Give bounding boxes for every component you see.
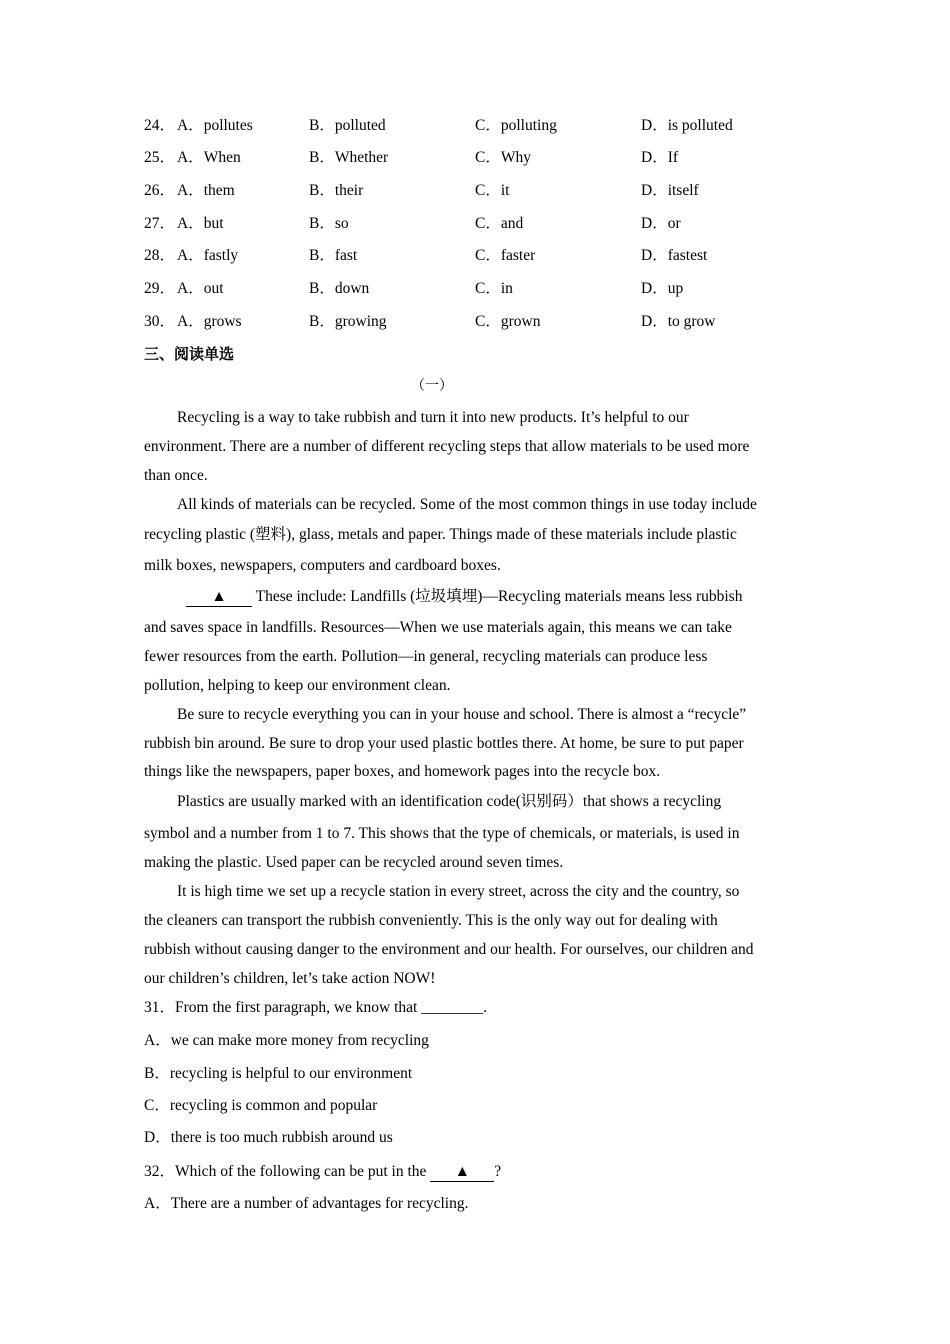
choice-a: A．fastly bbox=[177, 247, 239, 264]
paragraph-line: making the plastic. Used paper can be recycled around seven times. bbox=[144, 854, 564, 871]
paragraph-line: environment. There are a number of different recycling steps that allow materials to be used more bbox=[144, 438, 750, 455]
choice-c: C．grown bbox=[475, 313, 541, 330]
question-number: 24． bbox=[144, 117, 176, 134]
choice-d: D．fastest bbox=[641, 247, 708, 264]
choice-b: B．down bbox=[309, 280, 370, 297]
question-32-stem bbox=[144, 1161, 501, 1183]
passage-subtitle: （一） bbox=[411, 379, 453, 394]
paragraph-line: Be sure to recycle everything you can in your house and school. There is almost a “recycle” bbox=[177, 706, 747, 723]
choice-c: C．polluting bbox=[475, 117, 557, 134]
question-31-choice-a: A．we can make more money from recycling bbox=[144, 1032, 429, 1049]
paragraph-line: than once. bbox=[144, 467, 208, 484]
paragraph-line: symbol and a number from 1 to 7. This shows that the type of chemicals, or materials, is used in bbox=[144, 825, 740, 842]
question-31-choice-c: C．recycling is common and popular bbox=[144, 1097, 378, 1114]
paragraph-line: recycling plastic (塑料), glass, metals and paper. Things made of these materials include plastic bbox=[144, 526, 737, 543]
choice-d: D．If bbox=[641, 149, 679, 166]
choice-c: C．Why bbox=[475, 149, 531, 166]
question-31-choice-b: B．recycling is helpful to our environment bbox=[144, 1065, 413, 1082]
choice-a: A．pollutes bbox=[177, 117, 253, 134]
question-number: 26． bbox=[144, 182, 176, 199]
choice-b: B．their bbox=[309, 182, 364, 199]
choice-a: A．them bbox=[177, 182, 235, 199]
choice-a: A．grows bbox=[177, 313, 242, 330]
choice-c: C．faster bbox=[475, 247, 536, 264]
choice-c: C．in bbox=[475, 280, 513, 297]
answer-blank: ▲ bbox=[186, 588, 252, 607]
paragraph-line: pollution, helping to keep our environment clean. bbox=[144, 677, 451, 694]
paragraph-line bbox=[186, 586, 742, 608]
paragraph-text: These include: Landfills (垃圾填埋)—Recycling materials means less rubbish bbox=[252, 588, 743, 605]
question-32-choice-a: A．There are a number of advantages for recycling. bbox=[144, 1195, 469, 1212]
choice-b: B．fast bbox=[309, 247, 358, 264]
paragraph-line: and saves space in landfills. Resources—When we use materials again, this means we can take bbox=[144, 619, 732, 636]
choice-b: B．polluted bbox=[309, 117, 386, 134]
question-31-stem: 31．From the first paragraph, we know that ________. bbox=[144, 999, 488, 1016]
question-31-choice-d: D．there is too much rubbish around us bbox=[144, 1129, 393, 1146]
paragraph-line: rubbish without causing danger to the environment and our health. For ourselves, our children and bbox=[144, 941, 754, 958]
section-heading: 三、阅读单选 bbox=[144, 345, 235, 363]
question-number: 28． bbox=[144, 247, 176, 264]
choice-d: D．itself bbox=[641, 182, 699, 199]
choice-c: C．it bbox=[475, 182, 510, 199]
question-32-stem-text: 32．Which of the following can be put in the bbox=[144, 1163, 431, 1180]
choice-a: A．out bbox=[177, 280, 224, 297]
choice-b: B．growing bbox=[309, 313, 387, 330]
question-number: 30． bbox=[144, 313, 176, 330]
question-32-stem-end: ? bbox=[494, 1163, 502, 1180]
paragraph-line: Recycling is a way to take rubbish and turn it into new products. It’s helpful to our bbox=[177, 409, 689, 426]
question-number: 29． bbox=[144, 280, 176, 297]
paragraph-line: Plastics are usually marked with an identification code(识别码）that shows a recycling bbox=[177, 793, 722, 810]
choice-a: A．but bbox=[177, 215, 224, 232]
paragraph-line: All kinds of materials can be recycled. Some of the most common things in use today include bbox=[177, 496, 757, 513]
paragraph-line: our children’s children, let’s take action NOW! bbox=[144, 970, 436, 987]
choice-b: B．so bbox=[309, 215, 349, 232]
paragraph-line: fewer resources from the earth. Pollution—in general, recycling materials can produce less bbox=[144, 648, 708, 665]
paragraph-line: things like the newspapers, paper boxes, and homework pages into the recycle box. bbox=[144, 763, 661, 780]
choice-a: A．When bbox=[177, 149, 241, 166]
paragraph-line: rubbish bin around. Be sure to drop your used plastic bottles there. At home, be sure to put paper bbox=[144, 735, 744, 752]
question-number: 25． bbox=[144, 149, 176, 166]
choice-d: D．is polluted bbox=[641, 117, 733, 134]
paragraph-line: It is high time we set up a recycle station in every street, across the city and the country, so bbox=[177, 883, 740, 900]
choice-c: C．and bbox=[475, 215, 524, 232]
answer-blank: ▲ bbox=[430, 1163, 494, 1182]
paragraph-line: the cleaners can transport the rubbish conveniently. This is the only way out for dealing with bbox=[144, 912, 718, 929]
choice-d: D．to grow bbox=[641, 313, 716, 330]
question-number: 27． bbox=[144, 215, 176, 232]
paragraph-line: milk boxes, newspapers, computers and cardboard boxes. bbox=[144, 557, 501, 574]
choice-d: D．up bbox=[641, 280, 684, 297]
choice-b: B．Whether bbox=[309, 149, 389, 166]
choice-d: D．or bbox=[641, 215, 681, 232]
